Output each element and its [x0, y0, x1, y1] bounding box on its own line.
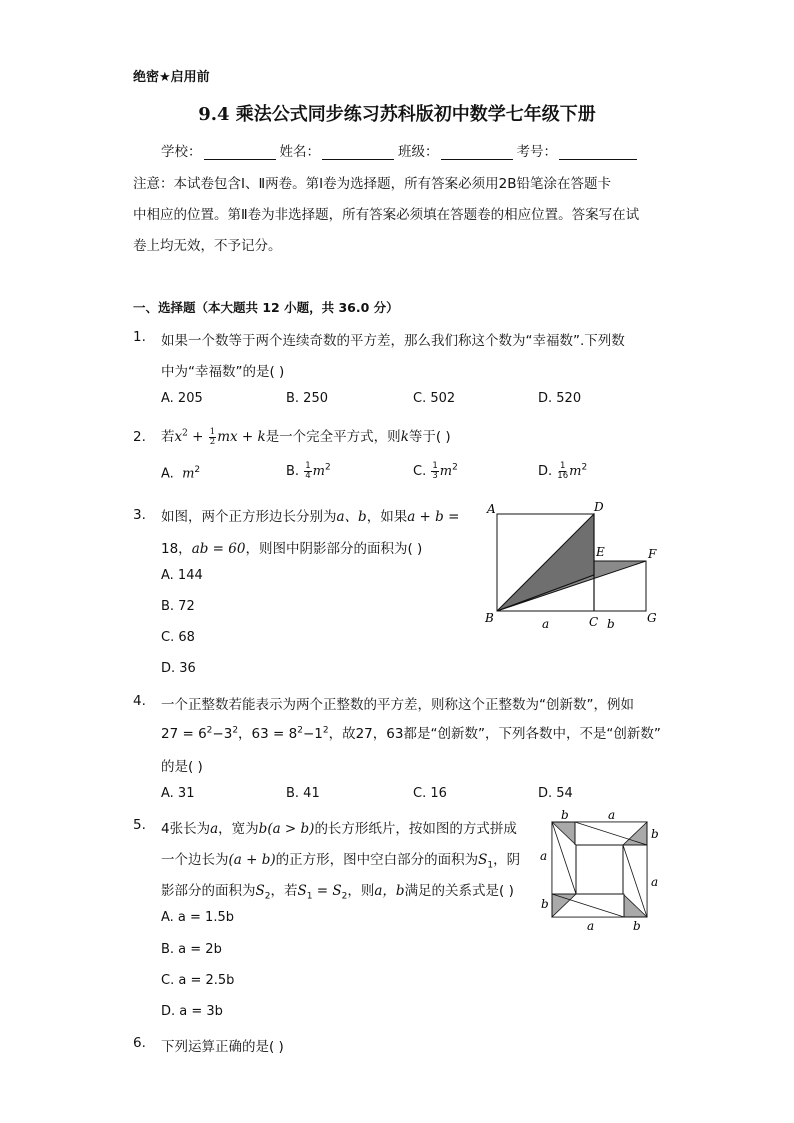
q4-choice-a[interactable]: A. 31 [161, 786, 195, 801]
name-field[interactable] [322, 145, 394, 160]
label-b: b [607, 617, 615, 631]
name-label: 姓名： [279, 144, 320, 160]
q5-number: 5. [133, 817, 146, 833]
q1-choice-a[interactable]: A. 205 [161, 391, 203, 406]
section-title: 一、选择题（本大题共 12 小题，共 36.0 分） [133, 300, 399, 315]
label-C: C [589, 615, 599, 629]
label-E: E [596, 545, 605, 559]
label-bottom-a: a [587, 919, 595, 933]
q6-stem-line-1: 下列运算正确的是( ) [161, 1039, 284, 1055]
label-right-a: a [651, 875, 659, 889]
q5-choice-b[interactable]: B. a = 2b [161, 942, 222, 957]
q5-stem-line-3: 影部分的面积为$S_2$，若$S_1 = S_2$，则a，b满足的关系式是( ) [161, 883, 514, 902]
q5-pinwheel-figure [535, 808, 665, 936]
label-G: G [647, 611, 657, 625]
q4-stem-line-2: $27 = 6^2-3^2$，$63 = 8^2-1^2$，故27，63都是“创新数”，下列各数中，不是“创新数” [161, 725, 661, 742]
q4-number: 4. [133, 693, 146, 709]
notice-line-1: 注意：本试卷包含Ⅰ、Ⅱ两卷。第Ⅰ卷为选择题，所有答案必须用2B铅笔涂在答题卡 [133, 176, 611, 192]
label-D: D [594, 500, 604, 514]
q6-number: 6. [133, 1035, 146, 1051]
notice-line-3: 卷上均无效，不予记分。 [133, 238, 282, 254]
q4-stem-line-3: 的是( ) [161, 759, 203, 775]
q5-choice-d[interactable]: D. a = 3b [161, 1004, 223, 1019]
q4-choice-c[interactable]: C. 16 [413, 786, 447, 801]
q2-stem-post: 等于( ) [408, 429, 451, 445]
inner-square [576, 845, 623, 894]
label-left-b: b [541, 897, 549, 911]
label-bottom-b: b [633, 919, 641, 933]
q1-stem-line-1: 如果一个数等于两个连续奇数的平方差，那么我们称这个数为“幸福数”.下列数 [161, 333, 625, 349]
q3-stem-line-2: 18，ab = 60，则图中阴影部分的面积为( ) [161, 541, 423, 557]
q2-choice-d[interactable]: D. $\frac{1}{16}$ $m^2$ [538, 461, 588, 481]
page-title: 9.4 乘法公式同步练习苏科版初中数学七年级下册 [198, 104, 596, 125]
q2-choice-a[interactable]: A. $m^2$ [161, 465, 201, 482]
label-a: a [542, 617, 550, 631]
q1-choice-b[interactable]: B. 250 [286, 391, 328, 406]
q1-stem-line-2: 中为“幸福数”的是( ) [161, 364, 285, 380]
q3-number: 3. [133, 507, 146, 523]
q1-choice-d[interactable]: D. 520 [538, 391, 582, 406]
label-left-a: a [540, 849, 548, 863]
notice-line-2: 中相应的位置。第Ⅱ卷为非选择题，所有答案必须填在答题卷的相应位置。答案写在试 [133, 207, 640, 223]
q2-expression: $x^2$ + $\frac{1}{2}$ mx + k [174, 427, 266, 447]
q3-choice-a[interactable]: A. 144 [161, 568, 203, 583]
label-A: A [487, 502, 496, 516]
q4-choice-b[interactable]: B. 41 [286, 786, 320, 801]
q3-choice-c[interactable]: C. 68 [161, 630, 195, 645]
q5-choice-a[interactable]: A. a = 1.5b [161, 910, 234, 925]
q2-choice-b[interactable]: B. $\frac{1}{4}$ $m^2$ [286, 461, 331, 481]
q4-choice-d[interactable]: D. 54 [538, 786, 573, 801]
label-top-a: a [608, 808, 616, 822]
class-field[interactable] [441, 145, 513, 160]
q5-stem-line-1: 4张长为a，宽为b(a > b)的长方形纸片，按如图的方式拼成 [161, 821, 517, 837]
confidential-mark: 绝密★启用前 [133, 70, 210, 85]
q2-choice-c[interactable]: C. $\frac{1}{3}$ $m^2$ [413, 461, 458, 481]
q3-squares-figure [482, 498, 662, 636]
class-label: 班级： [398, 144, 439, 160]
q2-stem-mid: 是一个完全平方式，则 [265, 429, 401, 445]
label-B: B [485, 611, 494, 625]
q2-number: 2. [133, 429, 146, 445]
q1-choice-c[interactable]: C. 502 [413, 391, 456, 406]
q3-stem-line-1: 如图，两个正方形边长分别为a、b，如果a + b = [161, 509, 460, 525]
q3-choice-b[interactable]: B. 72 [161, 599, 195, 614]
label-top-b: b [561, 808, 569, 822]
exam-no-field[interactable] [559, 145, 637, 160]
student-info-row [161, 140, 641, 160]
school-label: 学校： [161, 144, 202, 160]
q5-choice-c[interactable]: C. a = 2.5b [161, 973, 235, 988]
q4-stem-line-1: 一个正整数若能表示为两个正整数的平方差，则称这个正整数为“创新数”，例如 [161, 697, 634, 713]
shaded-triangle-upper [497, 514, 594, 611]
q5-stem-line-2: 一个边长为(a + b)的正方形，图中空白部分的面积为$S_1$，阴 [161, 852, 521, 871]
school-field[interactable] [204, 145, 276, 160]
label-F: F [648, 547, 657, 561]
q1-number: 1. [133, 329, 146, 345]
q3-choice-d[interactable]: D. 36 [161, 661, 196, 676]
q2-stem [161, 425, 451, 447]
q2-k: k [400, 429, 409, 445]
q2-stem-pre: 若 [161, 429, 175, 445]
exam-no-label: 考号： [516, 144, 557, 160]
label-right-b: b [651, 827, 659, 841]
